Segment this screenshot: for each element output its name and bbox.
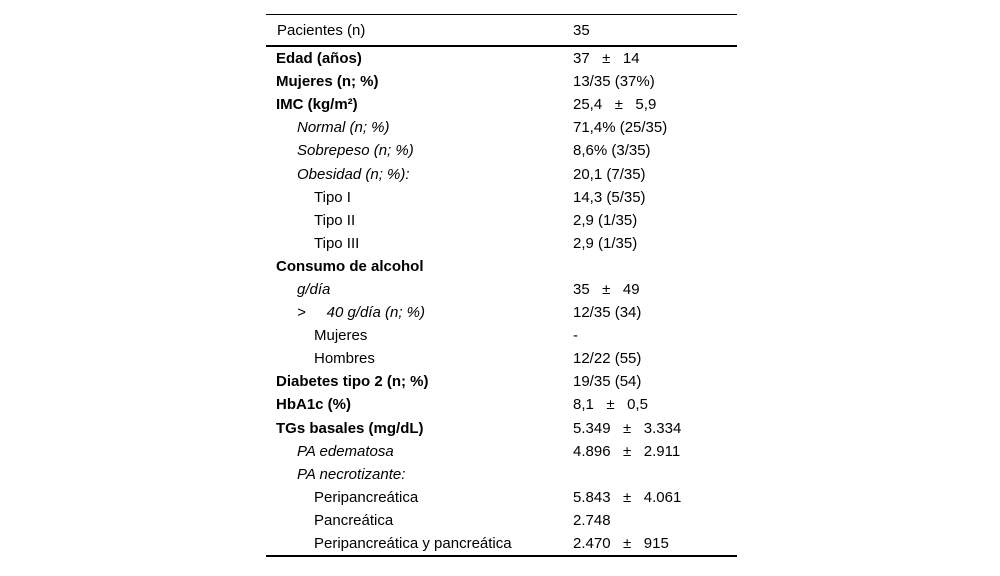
table-row xyxy=(266,393,737,416)
table-row xyxy=(266,70,737,93)
row-value: 14,3 (5/35) xyxy=(573,188,646,206)
row-label: Pancreática xyxy=(314,511,394,529)
table-row xyxy=(266,532,737,555)
table-row xyxy=(266,509,737,532)
row-value: 19/35 (54) xyxy=(573,373,642,391)
row-value: 71,4% (25/35) xyxy=(573,119,668,137)
row-label: g/día xyxy=(297,280,331,298)
table-row xyxy=(266,186,737,209)
row-label: Consumo de alcohol xyxy=(276,257,424,275)
row-value: 20,1 (7/35) xyxy=(573,165,646,183)
table-row xyxy=(266,417,737,440)
table-row xyxy=(266,232,737,255)
table-row xyxy=(266,278,737,301)
row-label: Normal (n; %) xyxy=(297,119,390,137)
table-row xyxy=(266,116,737,139)
row-label: Mujeres (n; %) xyxy=(276,73,379,91)
row-label: Peripancreática y pancreática xyxy=(314,535,512,553)
row-label: TGs basales (mg/dL) xyxy=(276,419,424,437)
row-value: 8,6% (3/35) xyxy=(573,142,651,160)
row-label: PA necrotizante: xyxy=(297,465,406,483)
patient-characteristics-table xyxy=(266,14,737,557)
table-row xyxy=(266,347,737,370)
table-row xyxy=(266,255,737,278)
row-value: 35 ± 49 xyxy=(573,280,640,298)
row-label: Diabetes tipo 2 (n; %) xyxy=(276,373,429,391)
row-value: 12/35 (34) xyxy=(573,304,642,322)
table-row xyxy=(266,440,737,463)
table-row xyxy=(266,301,737,324)
row-label: Tipo I xyxy=(314,188,351,206)
table-row xyxy=(266,47,737,70)
table-body xyxy=(266,47,737,555)
row-value: 5.843 ± 4.061 xyxy=(573,488,682,506)
row-label: Edad (años) xyxy=(276,50,362,68)
row-value: 37 ± 14 xyxy=(573,50,640,68)
row-value: - xyxy=(573,327,578,345)
row-label: > 40 g/día (n; %) xyxy=(297,304,425,322)
row-label: Tipo II xyxy=(314,211,356,229)
table-header-row xyxy=(266,15,737,47)
row-label: Peripancreática xyxy=(314,488,419,506)
row-value: 12/22 (55) xyxy=(573,350,642,368)
row-value: 5.349 ± 3.334 xyxy=(573,419,682,437)
table-row xyxy=(266,463,737,486)
row-value: 2.748 xyxy=(573,511,611,529)
header-value: 35 xyxy=(573,21,590,39)
header-label: Pacientes (n) xyxy=(277,21,366,39)
row-value: 4.896 ± 2.911 xyxy=(573,442,681,460)
row-value: 2,9 (1/35) xyxy=(573,234,638,252)
row-value: 2.470 ± 915 xyxy=(573,535,669,553)
row-value: 25,4 ± 5,9 xyxy=(573,96,657,114)
row-label: Hombres xyxy=(314,350,375,368)
row-label: HbA1c (%) xyxy=(276,396,352,414)
row-value: 13/35 (37%) xyxy=(573,73,655,91)
row-label: Obesidad (n; %): xyxy=(297,165,410,183)
table-row xyxy=(266,486,737,509)
table-row xyxy=(266,93,737,116)
table-row xyxy=(266,370,737,393)
table-row xyxy=(266,162,737,185)
row-label: Mujeres xyxy=(314,327,368,345)
row-label: IMC (kg/m²) xyxy=(276,96,358,114)
row-value: 8,1 ± 0,5 xyxy=(573,396,648,414)
row-label: PA edematosa xyxy=(297,442,394,460)
table-row xyxy=(266,139,737,162)
table-row xyxy=(266,209,737,232)
row-value: 2,9 (1/35) xyxy=(573,211,638,229)
row-label: Tipo III xyxy=(314,234,360,252)
table-row xyxy=(266,324,737,347)
row-label: Sobrepeso (n; %) xyxy=(297,142,414,160)
